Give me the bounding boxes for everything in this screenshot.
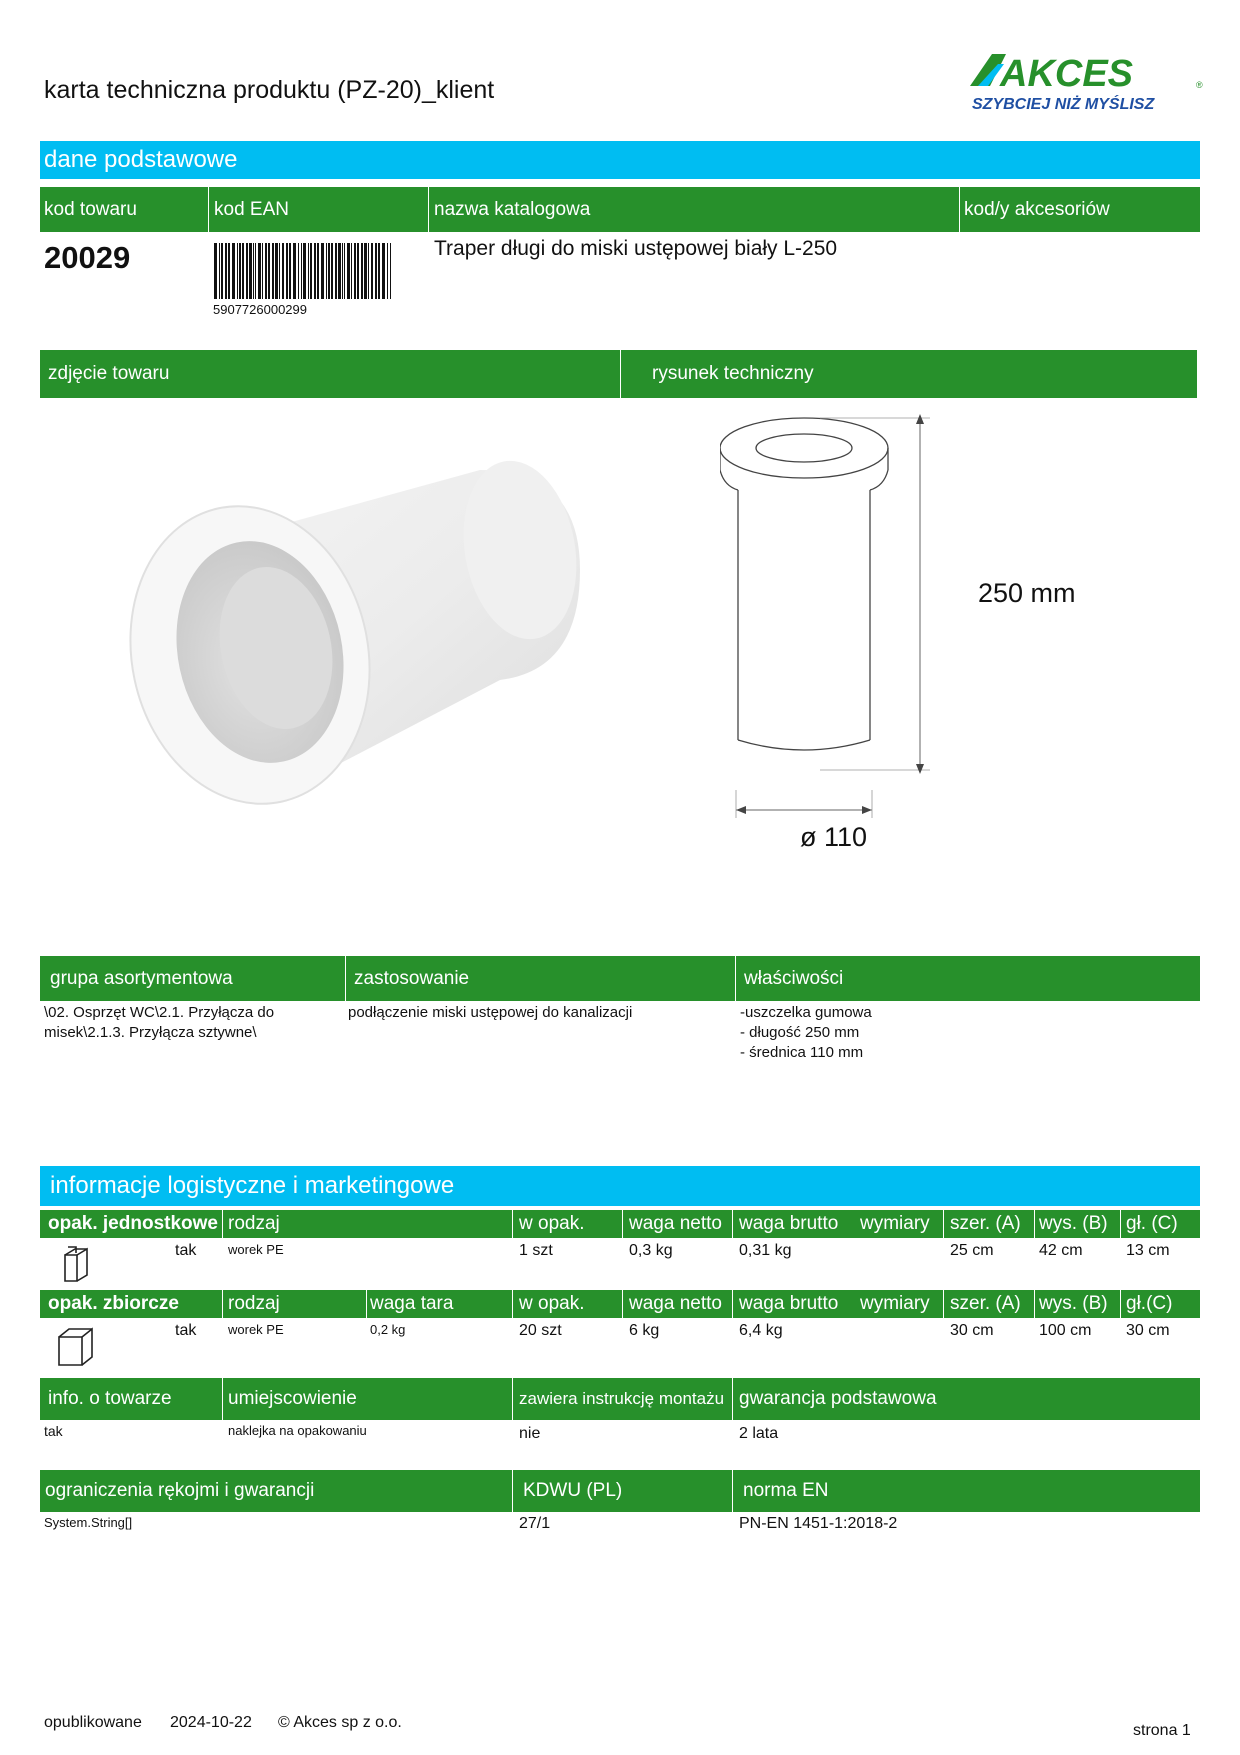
unit-col-dims: wymiary xyxy=(860,1213,930,1234)
unit-col-in-pack: w opak. xyxy=(519,1213,585,1234)
published-date: 2024-10-22 xyxy=(170,1714,252,1731)
properties-value: -uszczelka gumowa - długość 250 mm - średnica 110 mm xyxy=(740,1004,872,1061)
col-application: zastosowanie xyxy=(354,968,470,989)
unit-pack-label: opak. jednostkowe xyxy=(48,1213,218,1234)
akces-logo xyxy=(970,52,1206,114)
bulk-depth: 30 cm xyxy=(1126,1322,1170,1339)
unit-pack-value: tak xyxy=(175,1242,197,1259)
bulk-pack-header xyxy=(40,1290,1200,1318)
logo-registered: ® xyxy=(1196,80,1203,90)
col-accessories: kod/y akcesoriów xyxy=(964,199,1110,220)
kdwu-value: 27/1 xyxy=(519,1515,551,1532)
col-properties: właściwości xyxy=(744,968,844,989)
unit-package-icon xyxy=(62,1243,92,1283)
unit-width: 25 cm xyxy=(950,1242,994,1259)
application-value: podłączenie miski ustępowej do kanalizacji xyxy=(348,1004,633,1021)
barcode-icon xyxy=(213,243,393,299)
unit-net-weight: 0,3 kg xyxy=(629,1242,673,1259)
photo-label: zdjęcie towaru xyxy=(48,363,170,384)
unit-col-depth: gł. (C) xyxy=(1126,1213,1178,1234)
bulk-pack-value: tak xyxy=(175,1322,197,1339)
bulk-col-tare: waga tara xyxy=(370,1293,454,1314)
group-table-header xyxy=(40,956,1200,1001)
col-product-code: kod towaru xyxy=(44,199,137,220)
bulk-height: 100 cm xyxy=(1039,1322,1092,1339)
bulk-gross-weight: 6,4 kg xyxy=(739,1322,783,1339)
unit-depth: 13 cm xyxy=(1126,1242,1170,1259)
ean-number: 5907726000299 xyxy=(213,302,307,317)
col-warranty-limits: ograniczenia rękojmi i gwarancji xyxy=(45,1480,315,1501)
logistics-section-header xyxy=(40,1166,1200,1206)
warranty-limits-value: System.String[] xyxy=(44,1515,133,1530)
product-code: 20029 xyxy=(44,240,131,275)
images-header xyxy=(40,350,1197,398)
unit-pack-header xyxy=(40,1210,1200,1238)
bulk-kind: worek PE xyxy=(228,1322,284,1337)
basic-section-title: dane podstawowe xyxy=(44,146,238,173)
unit-kind: worek PE xyxy=(228,1242,284,1257)
unit-col-net: waga netto xyxy=(629,1213,722,1234)
en-norm-value: PN-EN 1451-1:2018-2 xyxy=(739,1515,898,1532)
limits-table-header xyxy=(40,1470,1200,1512)
basic-table-header xyxy=(40,187,1200,232)
bulk-col-kind: rodzaj xyxy=(228,1293,280,1314)
bulk-in-pack: 20 szt xyxy=(519,1322,562,1339)
bulk-col-depth: gł.(C) xyxy=(1126,1293,1173,1314)
bulk-col-in-pack: w opak. xyxy=(519,1293,585,1314)
unit-gross-weight: 0,31 kg xyxy=(739,1242,792,1259)
unit-col-gross: waga brutto xyxy=(739,1213,839,1234)
product-photo-image xyxy=(80,430,600,870)
published-label: opublikowane xyxy=(44,1714,142,1731)
col-installation-instructions: zawiera instrukcję montażu xyxy=(519,1389,725,1408)
installation-instructions-value: nie xyxy=(519,1425,541,1442)
col-warranty: gwarancja podstawowa xyxy=(739,1388,937,1409)
bulk-col-gross: waga brutto xyxy=(739,1293,839,1314)
col-location: umiejscowienie xyxy=(228,1388,357,1409)
bulk-width: 30 cm xyxy=(950,1322,994,1339)
bulk-col-width: szer. (A) xyxy=(950,1293,1021,1314)
bulk-col-dims: wymiary xyxy=(860,1293,930,1314)
unit-col-width: szer. (A) xyxy=(950,1213,1021,1234)
catalog-name: Traper długi do miski ustępowej biały L-250 xyxy=(434,237,838,260)
info-table-header xyxy=(40,1378,1200,1420)
dimension-length: 250 mm xyxy=(978,578,1076,608)
assortment-group-value: \02. Osprzęt WC\2.1. Przyłącza do misek\2.1.3. Przyłącza sztywne\ xyxy=(44,1004,275,1041)
product-photo xyxy=(80,430,600,870)
akces-logo-mark xyxy=(970,52,1206,114)
logo-tagline: SZYBCIEJ NIŻ MYŚLISZ xyxy=(972,96,1155,113)
bulk-package-icon xyxy=(56,1325,96,1367)
document-title: karta techniczna produktu (PZ-20)_klient xyxy=(44,76,495,104)
col-kdwu: KDWU (PL) xyxy=(523,1480,623,1501)
bulk-col-net: waga netto xyxy=(629,1293,722,1314)
page-number: strona 1 xyxy=(1133,1722,1191,1739)
col-catalog-name: nazwa katalogowa xyxy=(434,199,591,220)
bulk-col-height: wys. (B) xyxy=(1039,1293,1108,1314)
ean-barcode xyxy=(213,243,393,299)
unit-height: 42 cm xyxy=(1039,1242,1083,1259)
technical-drawing-image xyxy=(720,410,1100,870)
col-ean: kod EAN xyxy=(214,199,289,220)
unit-col-kind: rodzaj xyxy=(228,1213,280,1234)
location-value: naklejka na opakowaniu xyxy=(228,1423,367,1438)
unit-in-pack: 1 szt xyxy=(519,1242,553,1259)
warranty-value: 2 lata xyxy=(739,1425,779,1442)
logo-brand: AKCES xyxy=(1000,53,1134,95)
col-assortment-group: grupa asortymentowa xyxy=(50,968,233,989)
product-info-value: tak xyxy=(44,1423,63,1439)
unit-col-height: wys. (B) xyxy=(1039,1213,1108,1234)
bulk-pack-label: opak. zbiorcze xyxy=(48,1293,179,1314)
bulk-tare: 0,2 kg xyxy=(370,1322,406,1337)
col-product-info: info. o towarze xyxy=(48,1388,172,1409)
basic-section-header xyxy=(40,141,1200,179)
col-en-norm: norma EN xyxy=(743,1480,829,1501)
logistics-section-title: informacje logistyczne i marketingowe xyxy=(50,1172,455,1199)
dimension-diameter: ø 110 xyxy=(800,822,868,852)
bulk-net-weight: 6 kg xyxy=(629,1322,660,1339)
copyright: © Akces sp z o.o. xyxy=(278,1714,402,1731)
drawing-label: rysunek techniczny xyxy=(652,363,814,384)
technical-drawing xyxy=(720,410,1100,870)
